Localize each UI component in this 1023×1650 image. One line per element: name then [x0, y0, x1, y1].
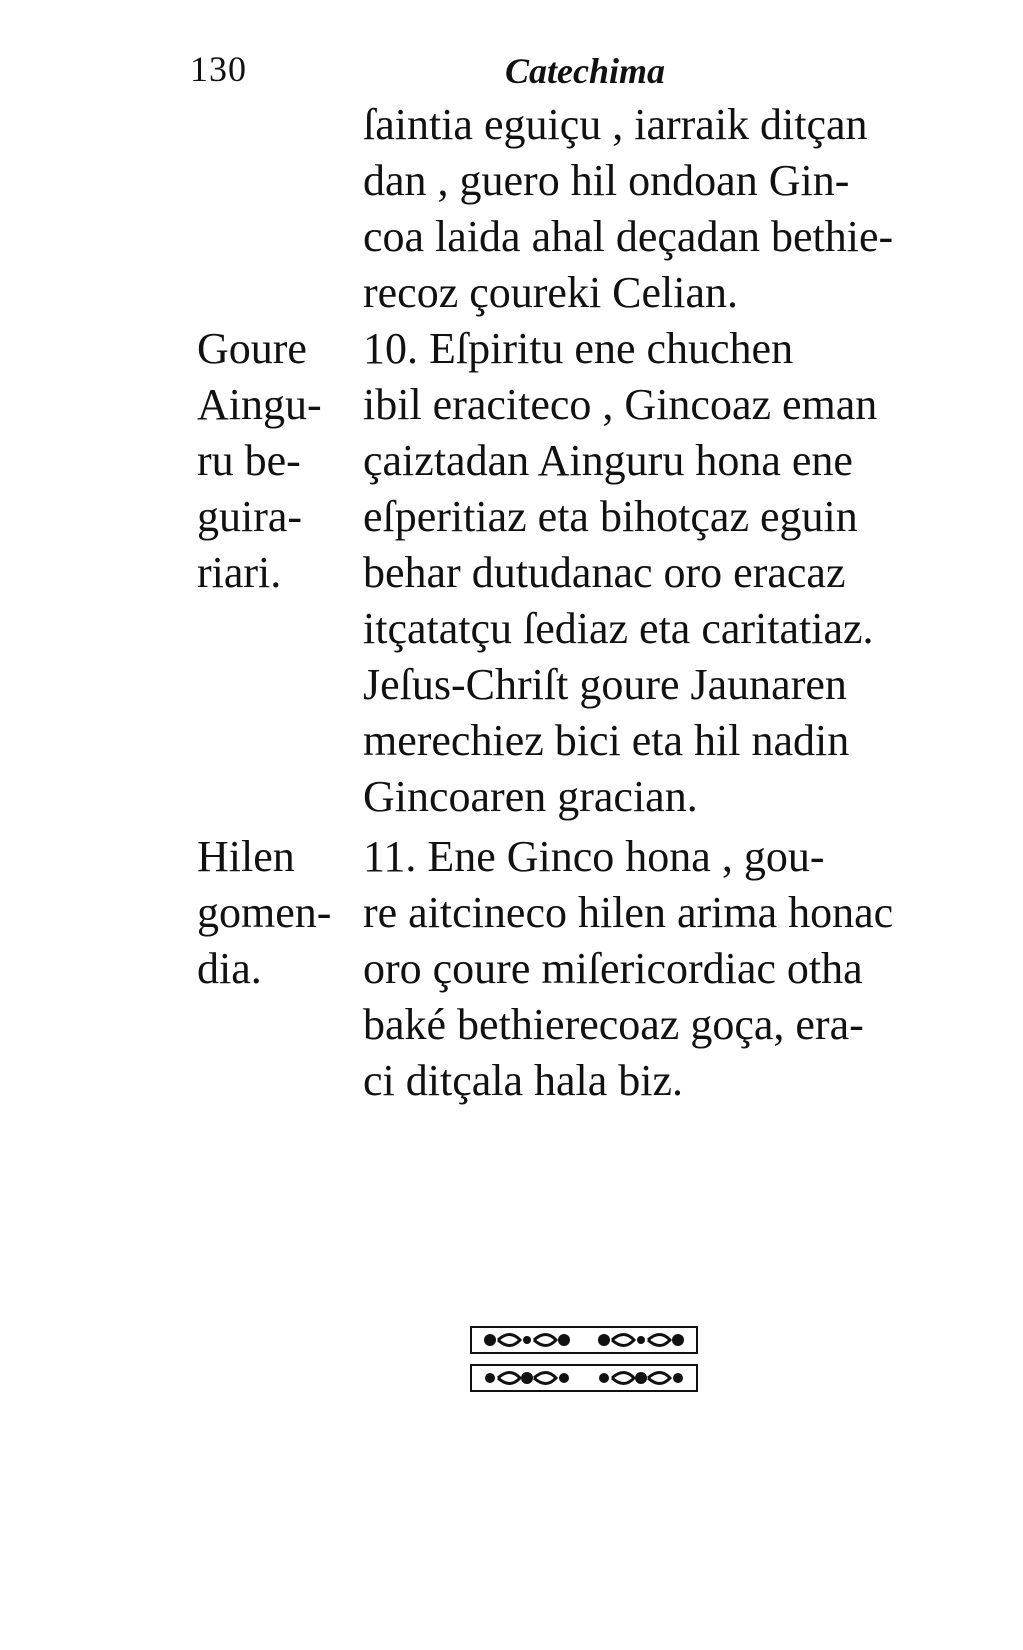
text-line: merechiez bici eta hil nadin	[363, 716, 850, 765]
text-line: coa laida ahal deçadan bethie-	[363, 212, 894, 261]
text-line: eſperitiaz eta bihotçaz eguin	[363, 492, 858, 541]
margin-note: ru be-	[197, 436, 301, 485]
margin-note: guira-	[197, 492, 303, 541]
text-line: oro çoure miſericordiac otha	[363, 944, 863, 993]
text-line: recoz çoureki Celian.	[363, 268, 739, 317]
text-line: baké bethierecoaz goça, era-	[363, 1000, 864, 1049]
text-line: ci ditçala hala biz.	[363, 1056, 684, 1105]
ornament-bottom	[470, 1363, 698, 1393]
ornament-top	[470, 1325, 698, 1355]
margin-note: dia.	[197, 944, 262, 993]
margin-note: Aingu-	[197, 380, 322, 429]
text-line: ſaintia eguiçu , iarraik ditçan	[363, 100, 868, 149]
text-line: ibil eraciteco , Gincoaz eman	[363, 380, 878, 429]
margin-note: Hilen	[197, 832, 295, 881]
margin-note: gomen-	[197, 888, 332, 937]
text-line: Gincoaren gracian.	[363, 772, 698, 821]
running-title: Catechima	[505, 51, 665, 91]
margin-note: Goure	[197, 324, 307, 373]
margin-note: riari.	[197, 548, 282, 597]
text-line: behar dutudanac oro eracaz	[363, 548, 846, 597]
text-line: Jeſus-Chriſt goure Jaunaren	[363, 660, 847, 709]
page-number: 130	[190, 49, 247, 89]
text-line: 10. Eſpiritu ene chuchen	[363, 324, 794, 373]
text-line: re aitcineco hilen arima honac	[363, 888, 894, 937]
text-line: dan , guero hil ondoan Gin-	[363, 156, 850, 205]
text-line: 11. Ene Ginco hona , gou-	[363, 832, 825, 881]
text-line: çaiztadan Ainguru hona ene	[363, 436, 853, 485]
text-line: itçatatçu ſediaz eta caritatiaz.	[363, 604, 874, 653]
